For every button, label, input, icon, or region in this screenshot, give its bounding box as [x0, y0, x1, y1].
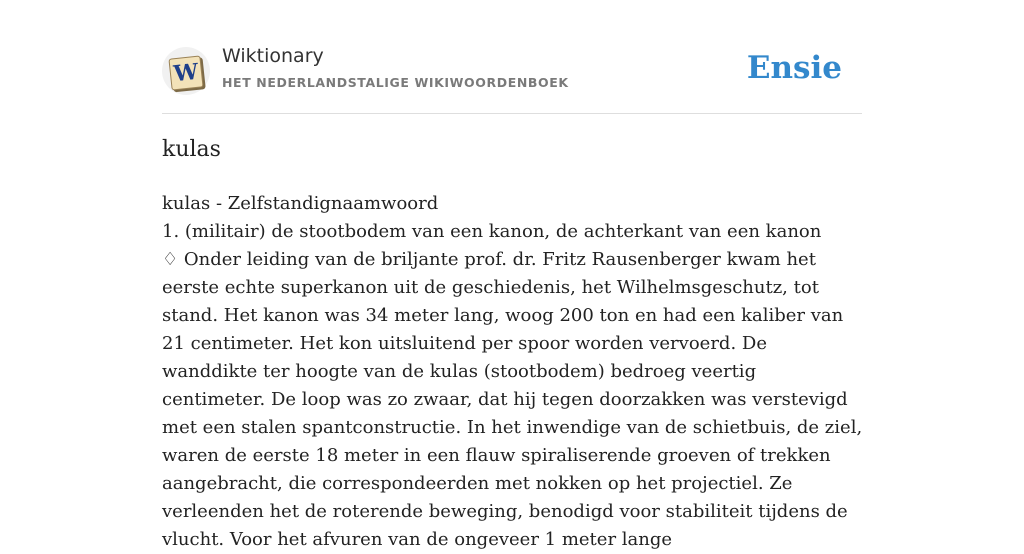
logo-tile [168, 55, 203, 90]
header-divider [162, 113, 862, 114]
wiktionary-logo-icon[interactable] [162, 47, 210, 95]
site-name[interactable]: Wiktionary [222, 45, 324, 67]
ensie-brand-logo[interactable]: Ensie [746, 50, 842, 86]
entry-content [162, 190, 864, 554]
page-title: kulas [162, 137, 221, 162]
site-subtitle: HET NEDERLANDSTALIGE WIKIWOORDENBOEK [222, 75, 569, 90]
definition: 1. (militair) de stootbodem van een kanon, de achterkant van een kanon [162, 221, 822, 242]
site-header [162, 44, 862, 114]
part-of-speech-line: kulas - Zelfstandignaamwoord [162, 193, 439, 214]
example-text: ♢ Onder leiding van de briljante prof. dr. Fritz Rausenberger kwam het eerste echte superkanon uit de geschiedenis, het Wilhelmsgeschutz, tot stand. Het kanon was 34 meter lang, woog 200 ton en had een kaliber van 21 centimeter. Het kon uitsluitend per spoor worden vervoerd. De wanddikte ter hoogte van de kulas (stootbodem) bedroeg veertig centimeter. De loop was zo zwaar, dat hij tegen doorzakken was verstevigd met een stalen spantconstructie. In het inwendige van de schietbuis, de ziel, waren de eerste 18 meter in een flauw spiraliserende groeven of trekken aangebracht, die correspondeerden met nokken op het projectiel. Ze verleenden het de roterende beweging, benodigd voor stabiliteit tijdens de vlucht. Voor het afvuren van de ongeveer 1 meter lange [162, 249, 863, 550]
logo-letter: W [172, 58, 200, 88]
